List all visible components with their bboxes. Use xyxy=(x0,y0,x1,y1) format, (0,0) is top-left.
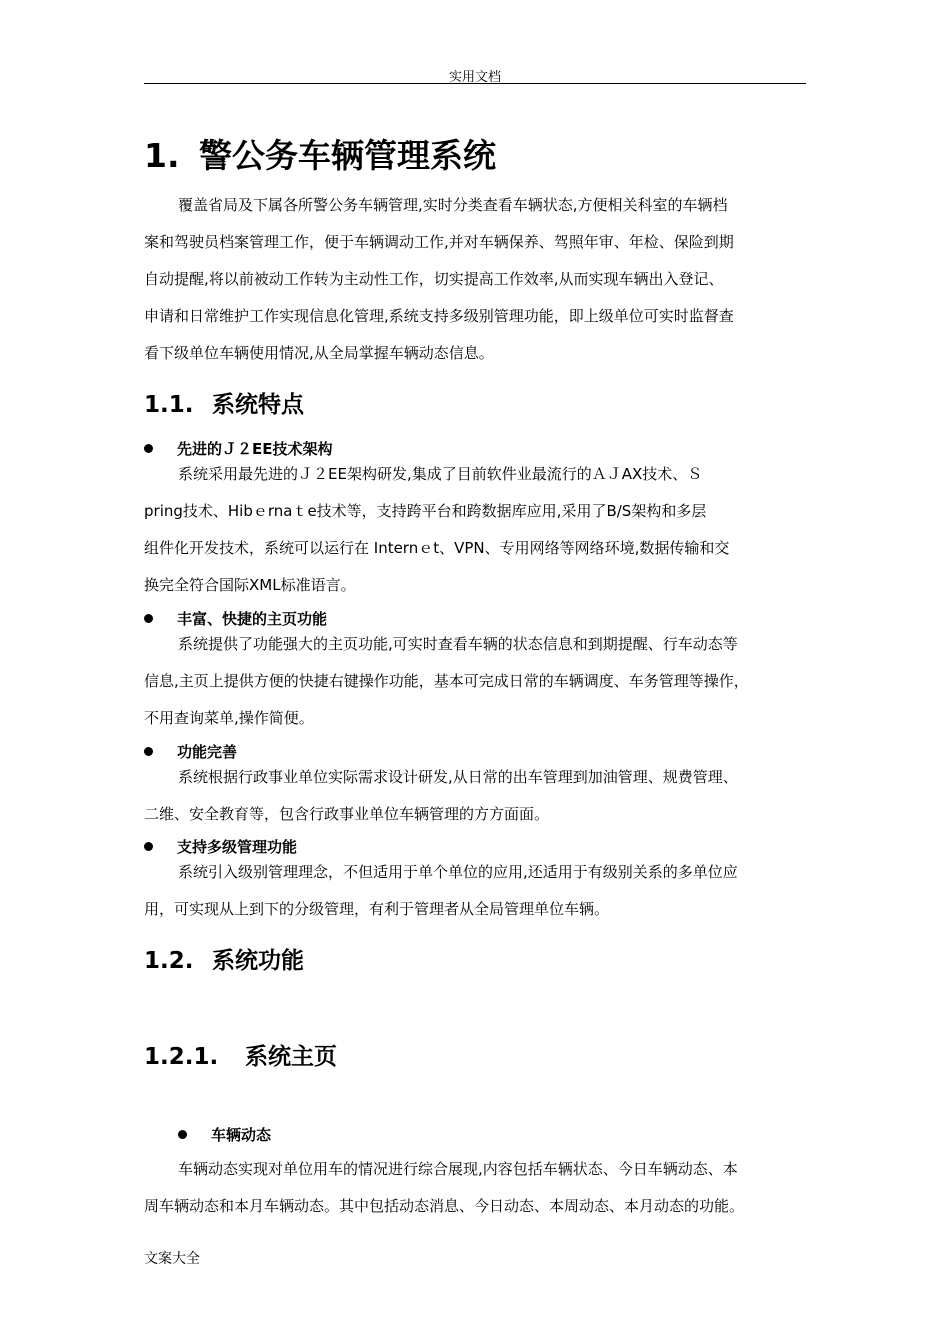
feature-4-line: 用，可实现从上到下的分级管理，有利于管理者从全局管理单位车辆。 xyxy=(144,900,610,918)
heading-1 xyxy=(144,130,496,177)
heading-1-1-number: 1.1. xyxy=(144,392,194,418)
feature-1-title xyxy=(144,439,333,459)
bullet-icon xyxy=(144,444,153,453)
feature-2-line: 系统提供了功能强大的主页功能,可实时查看车辆的状态信息和到期提醒、行车动态等 xyxy=(178,635,738,653)
feature-5-line: 车辆动态实现对单位用车的情况进行综合展现,内容包括车辆状态、今日车辆动态、本 xyxy=(178,1160,738,1178)
heading-1-2-1-title: 系统主页 xyxy=(245,1044,337,1070)
heading-1-2-1 xyxy=(144,1038,337,1071)
heading-1-2-title: 系统功能 xyxy=(212,948,304,974)
bullet-icon xyxy=(144,747,153,756)
page-header: 实用文档 xyxy=(448,70,501,85)
feature-2-title-text: 丰富、快捷的主页功能 xyxy=(177,610,328,628)
intro-line: 覆盖省局及下属各所警公务车辆管理,实时分类查看车辆状态,方便相关科室的车辆档 xyxy=(178,196,728,214)
heading-1-2-1-number: 1.2.1. xyxy=(144,1044,219,1070)
feature-1-line: pring技术、Hibｅrnaｔe技术等，支持跨平台和跨数据库应用,采用了B/S架构和多层 xyxy=(144,502,707,520)
heading-1-number: 1. xyxy=(144,136,180,175)
heading-1-2-number: 1.2. xyxy=(144,948,194,974)
feature-3-line: 二维、安全教育等，包含行政事业单位车辆管理的方方面面。 xyxy=(144,805,550,823)
feature-3-title-text: 功能完善 xyxy=(177,743,238,761)
feature-1-title-text: 先进的Ｊ２EE技术架构 xyxy=(177,440,333,458)
feature-5-line: 周车辆动态和本月车辆动态。其中包括动态消息、今日动态、本周动态、本月动态的功能。 xyxy=(144,1197,745,1215)
feature-1-line: 组件化开发技术，系统可以运行在 Internｅt、VPN、专用网络等网络环境,数据传输和交 xyxy=(144,539,730,557)
bullet-icon xyxy=(144,614,153,623)
heading-1-title: 警公务车辆管理系统 xyxy=(199,136,496,175)
heading-1-1 xyxy=(144,386,304,419)
intro-line: 自动提醒,将以前被动工作转为主动性工作，切实提高工作效率,从而实现车辆出入登记、 xyxy=(144,270,724,288)
bullet-icon xyxy=(178,1130,187,1139)
intro-line: 看下级单位车辆使用情况,从全局掌握车辆动态信息。 xyxy=(144,344,494,362)
page-footer: 文案大全 xyxy=(144,1251,200,1267)
feature-2-line: 信息,主页上提供方便的快捷右键操作功能，基本可完成日常的车辆调度、车务管理等操作， xyxy=(144,672,749,690)
header-rule xyxy=(144,83,806,84)
feature-3-title xyxy=(144,742,237,762)
feature-5-title-text: 车辆动态 xyxy=(211,1126,272,1144)
feature-3-line: 系统根据行政事业单位实际需求设计研发,从日常的出车管理到加油管理、规费管理、 xyxy=(178,768,738,786)
feature-2-title xyxy=(144,609,327,629)
heading-1-1-title: 系统特点 xyxy=(212,392,304,418)
feature-1-line: 系统采用最先进的Ｊ２EE架构研发,集成了目前软件业最流行的ＡＪAX技术、Ｓ xyxy=(178,465,703,483)
bullet-icon xyxy=(144,842,153,851)
feature-4-title-text: 支持多级管理功能 xyxy=(177,838,298,856)
feature-1-line: 换完全符合国际XML标准语言。 xyxy=(144,576,356,594)
feature-5-title xyxy=(178,1125,271,1145)
intro-line: 申请和日常维护工作实现信息化管理,系统支持多级别管理功能，即上级单位可实时监督查 xyxy=(144,307,734,325)
feature-4-title xyxy=(144,837,297,857)
feature-2-line: 不用查询菜单,操作简便。 xyxy=(144,709,314,727)
heading-1-2 xyxy=(144,942,304,975)
feature-4-line: 系统引入级别管理理念，不但适用于单个单位的应用,还适用于有级别关系的多单位应 xyxy=(178,863,738,881)
intro-line: 案和驾驶员档案管理工作，便于车辆调动工作,并对车辆保养、驾照年审、年检、保险到期 xyxy=(144,233,734,251)
